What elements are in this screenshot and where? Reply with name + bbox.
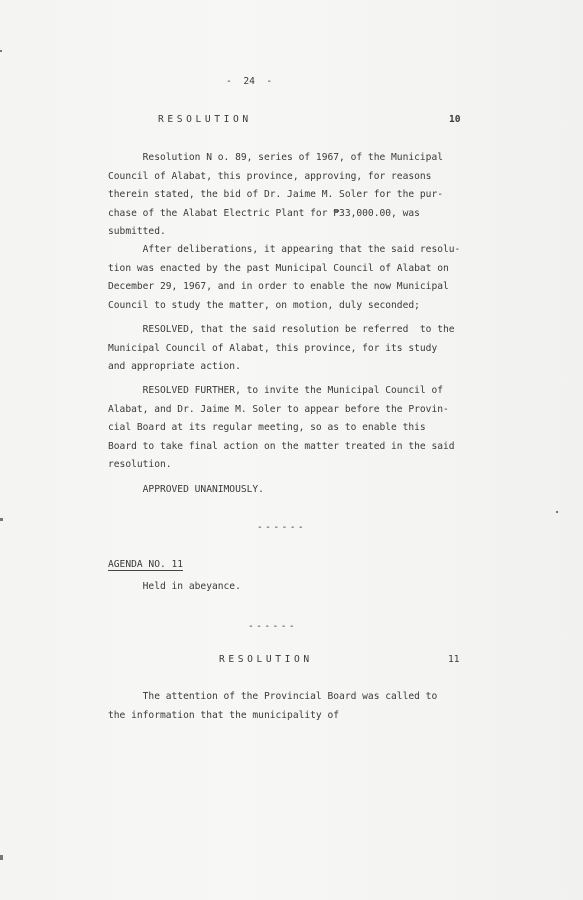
text-line: tion was enacted by the past Municipal Council of Alabat on (108, 262, 449, 274)
text-line: RESOLVED FURTHER, to invite the Municipal Council of (108, 385, 444, 396)
scan-speck (0, 855, 3, 860)
text-line: resolution. (108, 459, 172, 470)
text-line: RESOLVED, that the said resolution be referred to the (108, 324, 455, 335)
scan-speck (0, 518, 3, 521)
text-line: the information that the municipality of (108, 709, 340, 721)
resolution-heading: RESOLUTION (158, 114, 252, 125)
text-line: Council to study the matter, on motion, duly seconded; (108, 299, 420, 311)
text-line: Municipal Council of Alabat, this province, for its study (108, 342, 438, 354)
text-line: The attention of the Provincial Board was called to (108, 691, 438, 702)
scan-speck (0, 50, 2, 52)
text-line: therein stated, the bid of Dr. Jaime M. Soler for the pur- (108, 189, 444, 200)
text-line: Council of Alabat, this province, approving, for reasons (108, 170, 432, 182)
text-line: APPROVED UNANIMOUSLY. (108, 484, 264, 495)
resolution-number: 10 (449, 114, 461, 125)
text-line: Board to take final action on the matter treated in the said (108, 440, 455, 452)
text-line: Held in abeyance. (108, 581, 241, 592)
text-line: Alabat, and Dr. Jaime M. Soler to appear before the Provin- (108, 403, 449, 415)
paragraph (108, 688, 437, 725)
separator: ------ (248, 621, 298, 632)
agenda-label-text: AGENDA NO. 11 (108, 559, 184, 570)
separator: ------ (257, 522, 307, 533)
agenda-label (108, 556, 183, 574)
paragraph (108, 481, 264, 500)
paragraph (108, 578, 241, 597)
text-line: After deliberations, it appearing that the said resolu- (108, 244, 461, 255)
text-line: December 29, 1967, and in order to enable the now Municipal (108, 281, 449, 292)
scan-speck (556, 511, 558, 513)
text-line: cial Board at its regular meeting, so as to enable this (108, 422, 426, 433)
text-line: Resolution N o. 89, series of 1967, of the Municipal (108, 152, 444, 163)
paragraph (108, 382, 455, 475)
paragraph (108, 149, 443, 242)
text-line: chase of the Alabat Electric Plant for ₱33,000.00, was (108, 207, 420, 219)
paragraph (108, 241, 460, 315)
paragraph (108, 321, 455, 377)
resolution-heading: RESOLUTION (219, 654, 313, 665)
text-line: and appropriate action. (108, 361, 241, 372)
text-line: submitted. (108, 226, 166, 237)
page-number: - 24 - (226, 76, 273, 87)
resolution-number: 11 (448, 654, 460, 665)
